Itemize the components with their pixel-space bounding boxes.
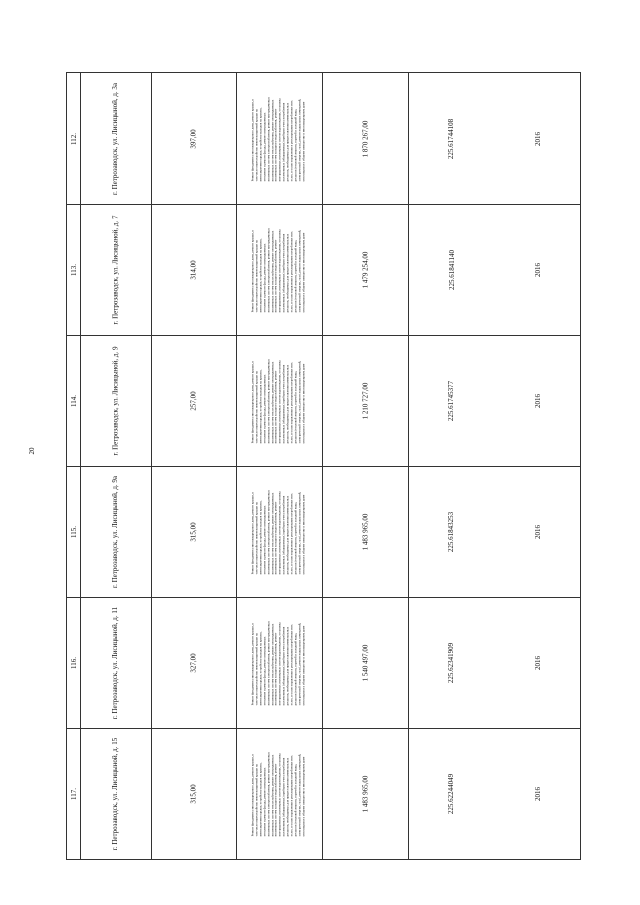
cadastral-cell xyxy=(408,204,495,335)
year-cell xyxy=(495,728,581,859)
row-number-cell xyxy=(67,597,80,728)
row-number: 117. xyxy=(69,787,78,800)
address-cell xyxy=(80,597,151,728)
works-description: Ремонт фундамента многоквартирного дома, ремонт крыши, в том числе переустройство невентилируемой крыши на вентилируемую крышу, устройство выходов на кровлю, утепление и ремонт фасада, ремонт внутридомовых инженерных систем электроснабжения, ремонт внутридомовых инженерных систем теплоснабжения, ремонт внутридомовых инженерных систем холодного водоснабжения, ремонт внутридомовых инженерных систем водоотведения, установка коллективных (общедомовых) приборов учета потребления ресурсов, необходимых для предоставления коммунальных услуг, и узлов управления и регулирования потребления этих ресурсов (тепловой энергии, горячей и холодной воды, электрической энергии, газа), ремонт подвальных помещений, относящихся к общему имуществу в многоквартирном доме xyxy=(250,359,306,444)
works-description: Ремонт фундамента многоквартирного дома, ремонт крыши, в том числе переустройство невентилируемой крыши на вентилируемую крышу, устройство выходов на кровлю, утепление и ремонт фасада, ремонт внутридомовых инженерных систем электроснабжения, ремонт внутридомовых инженерных систем теплоснабжения, ремонт внутридомовых инженерных систем холодного водоснабжения, ремонт внутридомовых инженерных систем водоотведения, установка коллективных (общедомовых) приборов учета потребления ресурсов, необходимых для предоставления коммунальных услуг, и узлов управления и регулирования потребления этих ресурсов (тепловой энергии, горячей и холодной воды, электрической энергии, газа), ремонт подвальных помещений, относящихся к общему имуществу в многоквартирном доме xyxy=(250,752,306,837)
cost-cell xyxy=(322,204,408,335)
cadastral-number: 225.61841140 xyxy=(447,249,456,290)
works-table xyxy=(66,72,581,860)
year-cell xyxy=(495,597,581,728)
row-number-cell xyxy=(67,204,80,335)
address-cell xyxy=(80,466,151,597)
table-row xyxy=(67,728,580,859)
area-cell xyxy=(151,73,236,204)
area-cell xyxy=(151,204,236,335)
year-cell xyxy=(495,204,581,335)
area-cell xyxy=(151,335,236,466)
row-number: 112. xyxy=(69,132,78,145)
year-cell xyxy=(495,466,581,597)
row-number: 116. xyxy=(69,656,78,669)
cadastral-cell xyxy=(408,728,495,859)
cost: 1 870 267,00 xyxy=(361,120,369,157)
area: 315,00 xyxy=(189,783,198,804)
area: 315,00 xyxy=(189,521,198,542)
year: 2016 xyxy=(534,262,542,277)
cadastral-cell xyxy=(408,466,495,597)
row-number: 115. xyxy=(69,525,78,538)
table-row xyxy=(67,335,580,467)
works-description: Ремонт фундамента многоквартирного дома, ремонт крыши, в том числе переустройство невентилируемой крыши на вентилируемую крышу, устройство выходов на кровлю, утепление и ремонт фасада, ремонт внутридомовых инженерных систем электроснабжения, ремонт внутридомовых инженерных систем теплоснабжения, ремонт внутридомовых инженерных систем холодного водоснабжения, ремонт внутридомовых инженерных систем водоотведения, установка коллективных (общедомовых) приборов учета потребления ресурсов, необходимых для предоставления коммунальных услуг, и узлов управления и регулирования потребления этих ресурсов (тепловой энергии, горячей и холодной воды, электрической энергии, газа), ремонт подвальных помещений, относящихся к общему имуществу в многоквартирном доме xyxy=(250,97,306,182)
year: 2016 xyxy=(534,524,542,539)
area: 397,00 xyxy=(189,128,198,149)
area: 327,00 xyxy=(189,652,198,673)
year: 2016 xyxy=(534,131,542,146)
table-row xyxy=(67,466,580,598)
cost: 1 479 254,00 xyxy=(361,251,369,288)
cost-cell xyxy=(322,466,408,597)
year: 2016 xyxy=(534,393,542,408)
address-cell xyxy=(80,204,151,335)
address: г. Петрозаводск, ул. Лисицыной, д. 9а xyxy=(111,475,120,588)
works-cell xyxy=(236,597,322,728)
cost: 1 483 965,00 xyxy=(361,775,369,812)
row-number-cell xyxy=(67,728,80,859)
address: г. Петрозаводск, ул. Лисицыной, д. 7 xyxy=(111,215,120,324)
row-number: 113. xyxy=(69,263,78,276)
cadastral-number: 225.61745377 xyxy=(447,380,456,421)
row-number-cell xyxy=(67,466,80,597)
cadastral-cell xyxy=(408,73,495,204)
cost: 1 210 727,00 xyxy=(361,382,369,419)
table-row xyxy=(67,73,580,205)
address: г. Петрозаводск, ул. Лисицыной, д. 11 xyxy=(111,606,120,719)
cadastral-cell xyxy=(408,597,495,728)
cadastral-cell xyxy=(408,335,495,466)
address-cell xyxy=(80,728,151,859)
works-description: Ремонт фундамента многоквартирного дома, ремонт крыши, в том числе переустройство невентилируемой крыши на вентилируемую крышу, устройство выходов на кровлю, утепление и ремонт фасада, ремонт внутридомовых инженерных систем электроснабжения, ремонт внутридомовых инженерных систем теплоснабжения, ремонт внутридомовых инженерных систем холодного водоснабжения, ремонт внутридомовых инженерных систем водоотведения, установка коллективных (общедомовых) приборов учета потребления ресурсов, необходимых для предоставления коммунальных услуг, и узлов управления и регулирования потребления этих ресурсов (тепловой энергии, горячей и холодной воды, электрической энергии, газа), ремонт подвальных помещений, относящихся к общему имуществу в многоквартирном доме xyxy=(250,228,306,313)
year: 2016 xyxy=(534,786,542,801)
cadastral-number: 225.61744108 xyxy=(447,118,456,159)
cost: 1 540 497,00 xyxy=(361,644,369,681)
cost-cell xyxy=(322,597,408,728)
row-number-cell xyxy=(67,335,80,466)
works-cell xyxy=(236,728,322,859)
address: г. Петрозаводск, ул. Лисицыной, д. 3а xyxy=(111,82,120,195)
page-number: 20 xyxy=(28,447,36,455)
address: г. Петрозаводск, ул. Лисицыной, д. 9 xyxy=(111,346,120,455)
works-cell xyxy=(236,466,322,597)
cadastral-number: 225.61843253 xyxy=(447,511,456,552)
works-cell xyxy=(236,73,322,204)
year: 2016 xyxy=(534,655,542,670)
cost-cell xyxy=(322,728,408,859)
cadastral-number: 225.62341909 xyxy=(447,642,456,683)
table-row xyxy=(67,204,580,336)
works-description: Ремонт фундамента многоквартирного дома, ремонт крыши, в том числе переустройство невентилируемой крыши на вентилируемую крышу, устройство выходов на кровлю, утепление и ремонт фасада, ремонт внутридомовых инженерных систем электроснабжения, ремонт внутридомовых инженерных систем теплоснабжения, ремонт внутридомовых инженерных систем холодного водоснабжения, ремонт внутридомовых инженерных систем водоотведения, установка коллективных (общедомовых) приборов учета потребления ресурсов, необходимых для предоставления коммунальных услуг, и узлов управления и регулирования потребления этих ресурсов (тепловой энергии, горячей и холодной воды, электрической энергии, газа), ремонт подвальных помещений, относящихся к общему имуществу в многоквартирном доме xyxy=(250,490,306,575)
cadastral-number: 225.62244049 xyxy=(447,773,456,814)
year-cell xyxy=(495,73,581,204)
address: г. Петрозаводск, ул. Лисицыной, д. 15 xyxy=(111,737,120,850)
area-cell xyxy=(151,728,236,859)
cost: 1 483 965,00 xyxy=(361,513,369,550)
address-cell xyxy=(80,73,151,204)
address-cell xyxy=(80,335,151,466)
area-cell xyxy=(151,597,236,728)
works-description: Ремонт фундамента многоквартирного дома, ремонт крыши, в том числе переустройство невентилируемой крыши на вентилируемую крышу, устройство выходов на кровлю, утепление и ремонт фасада, ремонт внутридомовых инженерных систем электроснабжения, ремонт внутридомовых инженерных систем теплоснабжения, ремонт внутридомовых инженерных систем холодного водоснабжения, ремонт внутридомовых инженерных систем водоотведения, установка коллективных (общедомовых) приборов учета потребления ресурсов, необходимых для предоставления коммунальных услуг, и узлов управления и регулирования потребления этих ресурсов (тепловой энергии, горячей и холодной воды, электрической энергии, газа), ремонт подвальных помещений, относящихся к общему имуществу в многоквартирном доме xyxy=(250,621,306,706)
area-cell xyxy=(151,466,236,597)
area: 257,00 xyxy=(189,390,198,411)
row-number: 114. xyxy=(69,394,78,407)
works-cell xyxy=(236,204,322,335)
row-number-cell xyxy=(67,73,80,204)
table-row xyxy=(67,597,580,729)
cost-cell xyxy=(322,73,408,204)
year-cell xyxy=(495,335,581,466)
cost-cell xyxy=(322,335,408,466)
area: 314,00 xyxy=(189,259,198,280)
works-cell xyxy=(236,335,322,466)
